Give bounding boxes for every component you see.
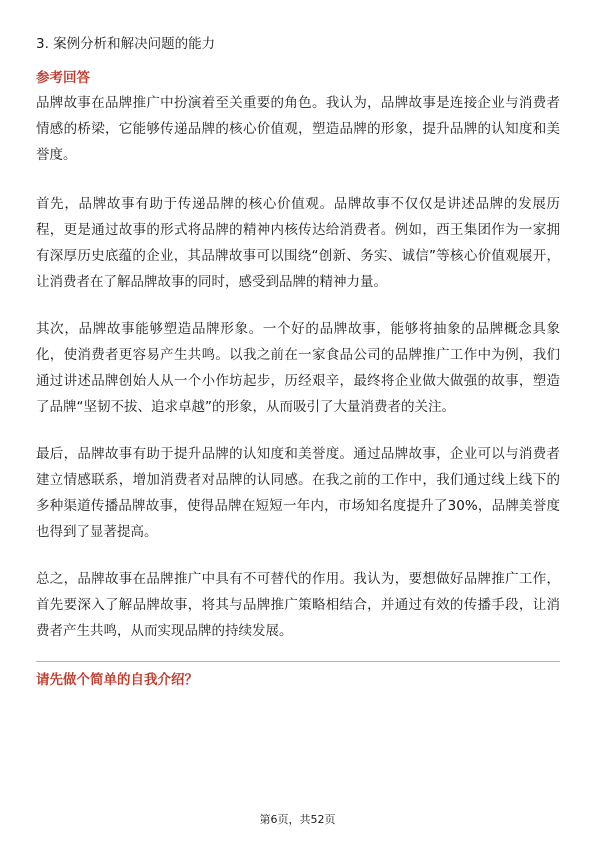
page-indicator: 第6页，共52页 bbox=[259, 813, 336, 826]
answer-paragraph-5: 总之，品牌故事在品牌推广中具有不可替代的作用。我认为，要想做好品牌推广工作，首先要深入了解品牌故事，将其与品牌推广策略相结合，并通过有效的传播手段，让消费者产生共鸣，从而实现品牌的持续发展。 bbox=[36, 571, 560, 639]
section-divider bbox=[36, 661, 560, 662]
answer-paragraph-3: 其次，品牌故事能够塑造品牌形象。一个好的品牌故事，能够将抽象的品牌概念具象化，使消费者更容易产生共鸣。以我之前在一家食品公司的品牌推广工作中为例，我们通过讲述品牌创始人从一个小作坊起步，历经艰辛，最终将企业做大做强的故事，塑造了品牌“坚韧不拔、追求卓越”的形象，从而吸引了大量消费者的关注。 bbox=[36, 321, 560, 415]
answer-paragraph-4: 最后，品牌故事有助于提升品牌的认知度和美誉度。通过品牌故事，企业可以与消费者建立情感联系，增加消费者对品牌的认同感。在我之前的工作中，我们通过线上线下的多种渠道传播品牌故事，使得品牌在短短一年内，市场知名度提升了30%，品牌美誉度也得到了显著提高。 bbox=[36, 446, 560, 540]
section-title: 3. 案例分析和解决问题的能力 bbox=[36, 36, 216, 52]
page-footer bbox=[0, 813, 595, 827]
answer-paragraph-1: 品牌故事在品牌推广中扮演着至关重要的角色。我认为，品牌故事是连接企业与消费者情感的桥梁，它能够传递品牌的核心价值观，塑造品牌的形象，提升品牌的认知度和美誉度。 bbox=[36, 95, 560, 163]
next-question: 请先做个简单的自我介绍？ bbox=[36, 672, 198, 688]
answer-label: 参考回答 bbox=[36, 70, 90, 86]
answer-paragraph-2: 首先，品牌故事有助于传递品牌的核心价值观。品牌故事不仅仅是讲述品牌的发展历程，更是通过故事的形式将品牌的精神内核传达给消费者。例如，西王集团作为一家拥有深厚历史底蕴的企业，其品牌故事可以围绕“创新、务实、诚信”等核心价值观展开，让消费者在了解品牌故事的同时，感受到品牌的精神力量。 bbox=[36, 196, 560, 290]
page-content bbox=[36, 34, 560, 690]
